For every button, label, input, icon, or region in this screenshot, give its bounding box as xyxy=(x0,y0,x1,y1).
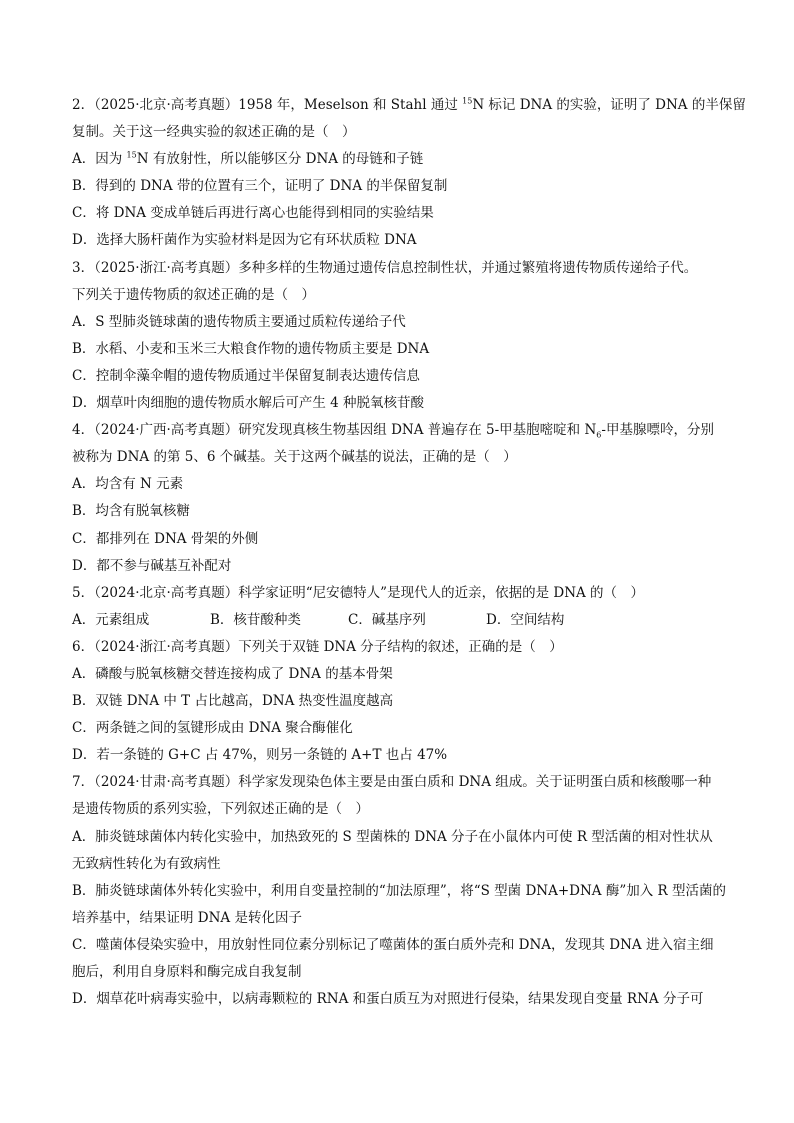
question-3-stem-line-1: 3．（2025·浙江·高考真题）多种多样的生物通过遗传信息控制性状，并通过繁殖将遗传物质传递给子代。 xyxy=(72,259,698,276)
question-3-stem-line-2: 下列关于遗传物质的叙述正确的是（ ） xyxy=(72,286,315,303)
question-2-option-a xyxy=(72,146,724,173)
question-7-option-b-line-1: B．肺炎链球菌体外转化实验中，利用自变量控制的“加法原理”，将“S 型菌 DNA+DNA 酶”加入 R 型活菌的 xyxy=(72,882,726,899)
question-2-option-b: B．得到的 DNA 带的位置有三个，证明了 DNA 的半保留复制 xyxy=(72,178,448,195)
question-7-option-a-line-1: A．肺炎链球菌体内转化实验中，加热致死的 S 型菌株的 DNA 分子在小鼠体内可使 R 型活菌的相对性状从 xyxy=(72,828,713,845)
question-7-option-c-line-2: 胞后，利用自身原料和酶完成自我复制 xyxy=(72,964,302,980)
q2-optA-pre: A．因为 xyxy=(72,151,127,168)
q2-stem-b: N 标记 DNA 的实验，证明了 DNA 的半保留 xyxy=(472,97,746,113)
q2-optA-sup: 15 xyxy=(126,150,137,160)
question-2-stem-line-1 xyxy=(72,92,746,119)
question-5-option-a: A．元素组成 xyxy=(72,611,150,628)
question-7-stem-line-1: 7．（2024·甘肃·高考真题）科学家发现染色体主要是由蛋白质和 DNA 组成。关于证明蛋白质和核酸哪一种 xyxy=(72,774,712,791)
question-3-option-c: C．控制伞藻伞帽的遗传物质通过半保留复制表达遗传信息 xyxy=(72,367,420,384)
question-2-option-d: D．选择大肠杆菌作为实验材料是因为它有环状质粒 DNA xyxy=(72,232,417,249)
question-3-option-b: B．水稻、小麦和玉米三大粮食作物的遗传物质主要是 DNA xyxy=(72,340,430,357)
question-7-option-b-line-2: 培养基中，结果证明 DNA 是转化因子 xyxy=(72,909,302,926)
question-2-option-c: C．将 DNA 变成单链后再进行离心也能得到相同的实验结果 xyxy=(72,205,434,222)
q2-isotope-sup: 15 xyxy=(462,96,473,106)
question-2-stem-line-2: 复制。关于这一经典实验的叙述正确的是（ ） xyxy=(72,124,356,141)
q2-optA-post: N 有放射性，所以能够区分 DNA 的母链和子链 xyxy=(136,151,424,168)
question-6-option-c: C．两条链之间的氢键形成由 DNA 聚合酶催化 xyxy=(72,720,353,737)
question-4-stem-line-2: 被称为 DNA 的第 5、6 个碱基。关于这两个碱基的说法，正确的是（ ） xyxy=(72,449,517,466)
question-7-option-c-line-1: C．噬菌体侵染实验中，用放射性同位素分别标记了噬菌体的蛋白质外壳和 DNA，发现其 DNA 进入宿主细 xyxy=(72,936,714,953)
q2-stem-a: 2．（2025·北京·高考真题）1958 年，Meselson 和 Stahl 通过 xyxy=(72,97,463,113)
q4-stem-a: 4．（2024·广西·高考真题）研究发现真核生物基因组 DNA 普遍存在 5-甲基胞嘧啶和 N xyxy=(72,422,597,439)
question-6-option-d: D．若一条链的 G+C 占 47%，则另一条链的 A+T 也占 47% xyxy=(72,747,448,764)
q4-subscript: 6 xyxy=(596,430,602,440)
question-list xyxy=(72,92,746,1013)
question-7-option-d-line-1: D．烟草花叶病毒实验中，以病毒颗粒的 RNA 和蛋白质互为对照进行侵染，结果发现自变量 RNA 分子可 xyxy=(72,991,704,1008)
question-4-option-b: B．均含有脱氧核糖 xyxy=(72,503,190,520)
question-5-options-row xyxy=(72,607,724,634)
q4-stem-b: -甲基腺嘌呤，分别 xyxy=(601,422,714,439)
question-5-option-c: C．碱基序列 xyxy=(348,611,426,628)
question-4-option-d: D．都不参与碱基互补配对 xyxy=(72,557,232,574)
question-5-option-b: B．核苷酸种类 xyxy=(210,611,301,628)
question-4-option-a: A．均含有 N 元素 xyxy=(72,476,184,493)
question-4-stem-line-1 xyxy=(72,417,724,444)
question-5-option-d: D．空间结构 xyxy=(486,611,565,628)
question-7-stem-line-2: 是遗传物质的系列实验，下列叙述正确的是（ ） xyxy=(72,801,369,818)
question-6-stem: 6．（2024·浙江·高考真题）下列关于双链 DNA 分子结构的叙述，正确的是（ ） xyxy=(72,638,563,655)
question-4-option-c: C．都排列在 DNA 骨架的外侧 xyxy=(72,530,259,547)
question-3-option-d: D．烟草叶肉细胞的遗传物质水解后可产生 4 种脱氧核苷酸 xyxy=(72,395,424,412)
question-5-stem: 5．（2024·北京·高考真题）科学家证明“尼安德特人”是现代人的近亲，依据的是 DNA 的（ ） xyxy=(72,584,645,601)
question-6-option-b: B．双链 DNA 中 T 占比越高，DNA 热变性温度越高 xyxy=(72,693,394,710)
question-6-option-a: A．磷酸与脱氧核糖交替连接构成了 DNA 的基本骨架 xyxy=(72,665,393,682)
question-3-option-a: A．S 型肺炎链球菌的遗传物质主要通过质粒传递给子代 xyxy=(72,313,406,330)
question-7-option-a-line-2: 无致病性转化为有致病性 xyxy=(72,855,221,872)
